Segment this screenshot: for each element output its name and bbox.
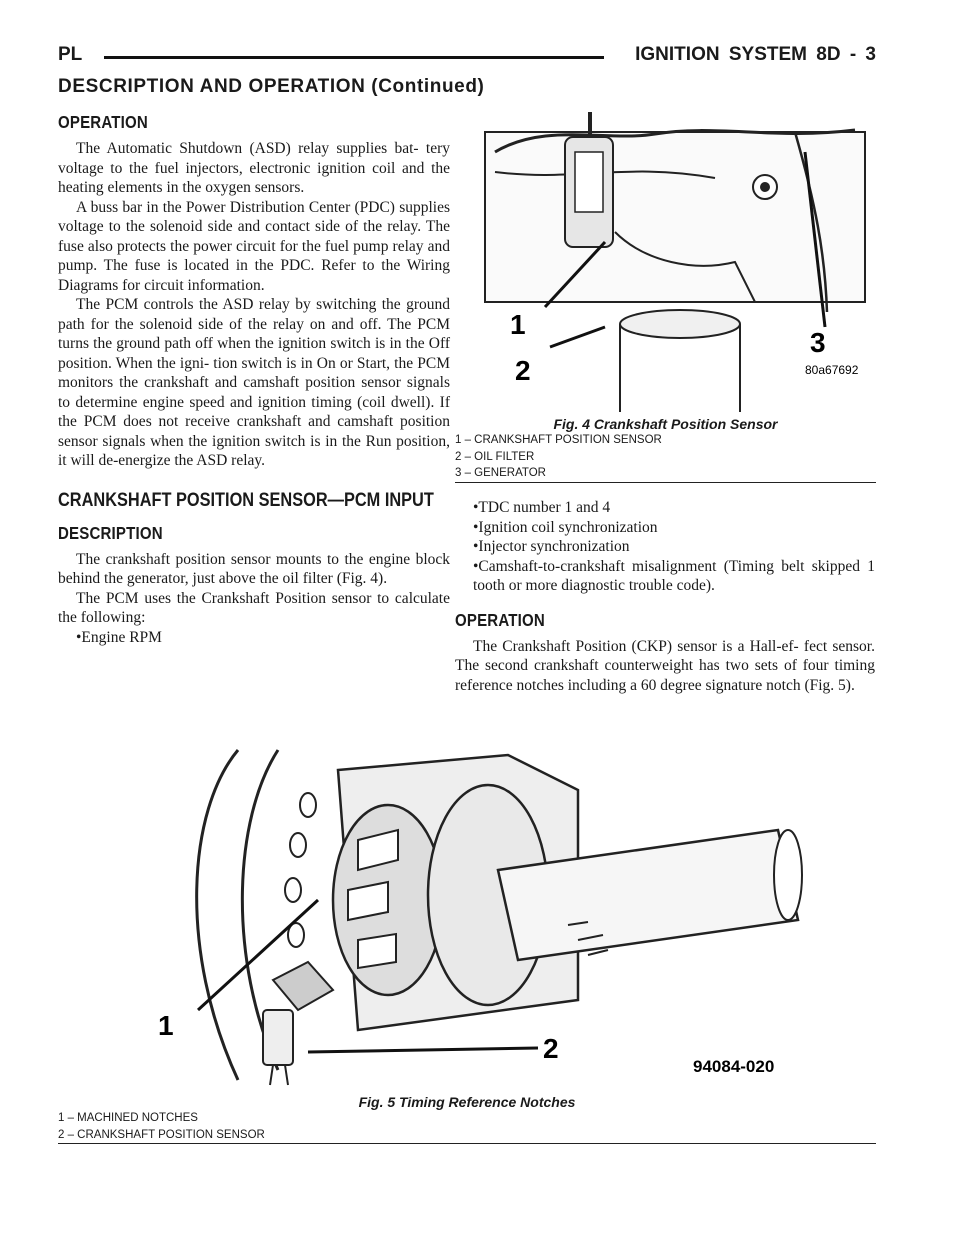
bullet-item: •Camshaft-to-crankshaft misalignment (Timing belt skipped 1 tooth or more diagnostic trouble code). bbox=[473, 557, 875, 594]
header-rule bbox=[104, 56, 604, 59]
operation-heading-2: OPERATION bbox=[455, 609, 545, 630]
callout-1: 1 bbox=[510, 309, 526, 340]
operation-paragraph-3: The PCM controls the ASD relay by switching the ground path for the solenoid side of the relay on and off. The PCM turns the ground path off when the ignition switch is in the Off position. When the igni- tion switch is in On or Start, the PCM monitors the crankshaft and camshaft position sensor signals to determine engine speed and ignition timing (coil dwell). If the PCM does not receive crankshaft and camshaft position sensor signals when the ignition switch is in the Run position, it will de-energize the ASD relay. bbox=[58, 296, 450, 469]
figure-4-caption: Fig. 4 Crankshaft Position Sensor bbox=[553, 416, 778, 432]
legend-item: 1 – CRANKSHAFT POSITION SENSOR bbox=[455, 434, 662, 446]
section-heading: CRANKSHAFT POSITION SENSOR—PCM INPUT bbox=[58, 489, 434, 511]
operation-paragraph-ckp: The Crankshaft Position (CKP) sensor is a Hall-ef- fect sensor. The second crankshaft counterweight has two sets of four timing reference notches including a 60 degree signature notch (Fig. 5). bbox=[455, 637, 875, 694]
header-title: IGNITION SYSTEM 8D - 3 bbox=[635, 44, 876, 65]
description-paragraph-1: The crankshaft position sensor mounts to the engine block behind the generator, just above the oil filter (Fig. 4). bbox=[58, 550, 450, 587]
legend-item: 3 – GENERATOR bbox=[455, 467, 546, 479]
callout-2: 2 bbox=[543, 1033, 559, 1064]
figure-4 bbox=[455, 112, 876, 483]
legend-item: 2 – CRANKSHAFT POSITION SENSOR bbox=[58, 1128, 265, 1141]
bullet-item: •Ignition coil synchronization bbox=[473, 518, 658, 536]
bullet-item: •TDC number 1 and 4 bbox=[473, 499, 611, 516]
continued-heading: DESCRIPTION AND OPERATION (Continued) bbox=[58, 76, 485, 97]
figure-5-caption: Fig. 5 Timing Reference Notches bbox=[358, 1094, 576, 1110]
page-header bbox=[58, 44, 876, 74]
header-section-code: PL bbox=[58, 44, 83, 65]
crankshaft-sensor-illustration bbox=[455, 112, 876, 412]
description-paragraph-2: The PCM uses the Crankshaft Position sensor to calculate the following: bbox=[58, 589, 450, 626]
legend-item: 1 – MACHINED NOTCHES bbox=[58, 1112, 198, 1124]
callout-1: 1 bbox=[158, 1010, 174, 1041]
description-heading: DESCRIPTION bbox=[58, 522, 163, 543]
figure-4-legend bbox=[455, 432, 876, 483]
legend-item: 2 – OIL FILTER bbox=[455, 450, 535, 463]
bullet-item: •Injector synchronization bbox=[473, 538, 630, 555]
operation-paragraph-2: A buss bar in the Power Distribution Center (PDC) supplies voltage to the solenoid side and contact side of the relay. The fuse also protects the power circuit for the fuel pump relay and pump. The fuse is located in the PDC. Refer to the Wiring Diagrams for circuit information. bbox=[58, 198, 450, 294]
operation-heading: OPERATION bbox=[58, 112, 148, 132]
figure-code: 80a67692 bbox=[805, 363, 859, 377]
right-column bbox=[455, 498, 875, 695]
left-column bbox=[58, 112, 450, 647]
figure-5 bbox=[58, 730, 876, 1144]
bullet-engine-rpm: •Engine RPM bbox=[76, 628, 162, 646]
figure-5-legend bbox=[58, 1110, 876, 1144]
callout-2: 2 bbox=[515, 355, 531, 386]
timing-notches-illustration bbox=[58, 730, 876, 1090]
callout-3: 3 bbox=[810, 327, 826, 358]
operation-paragraph-1: The Automatic Shutdown (ASD) relay supplies bat- tery voltage to the fuel injectors, electronic ignition coil and the heating elements in the oxygen sensors. bbox=[58, 140, 450, 196]
figure-code: 94084-020 bbox=[693, 1057, 775, 1076]
